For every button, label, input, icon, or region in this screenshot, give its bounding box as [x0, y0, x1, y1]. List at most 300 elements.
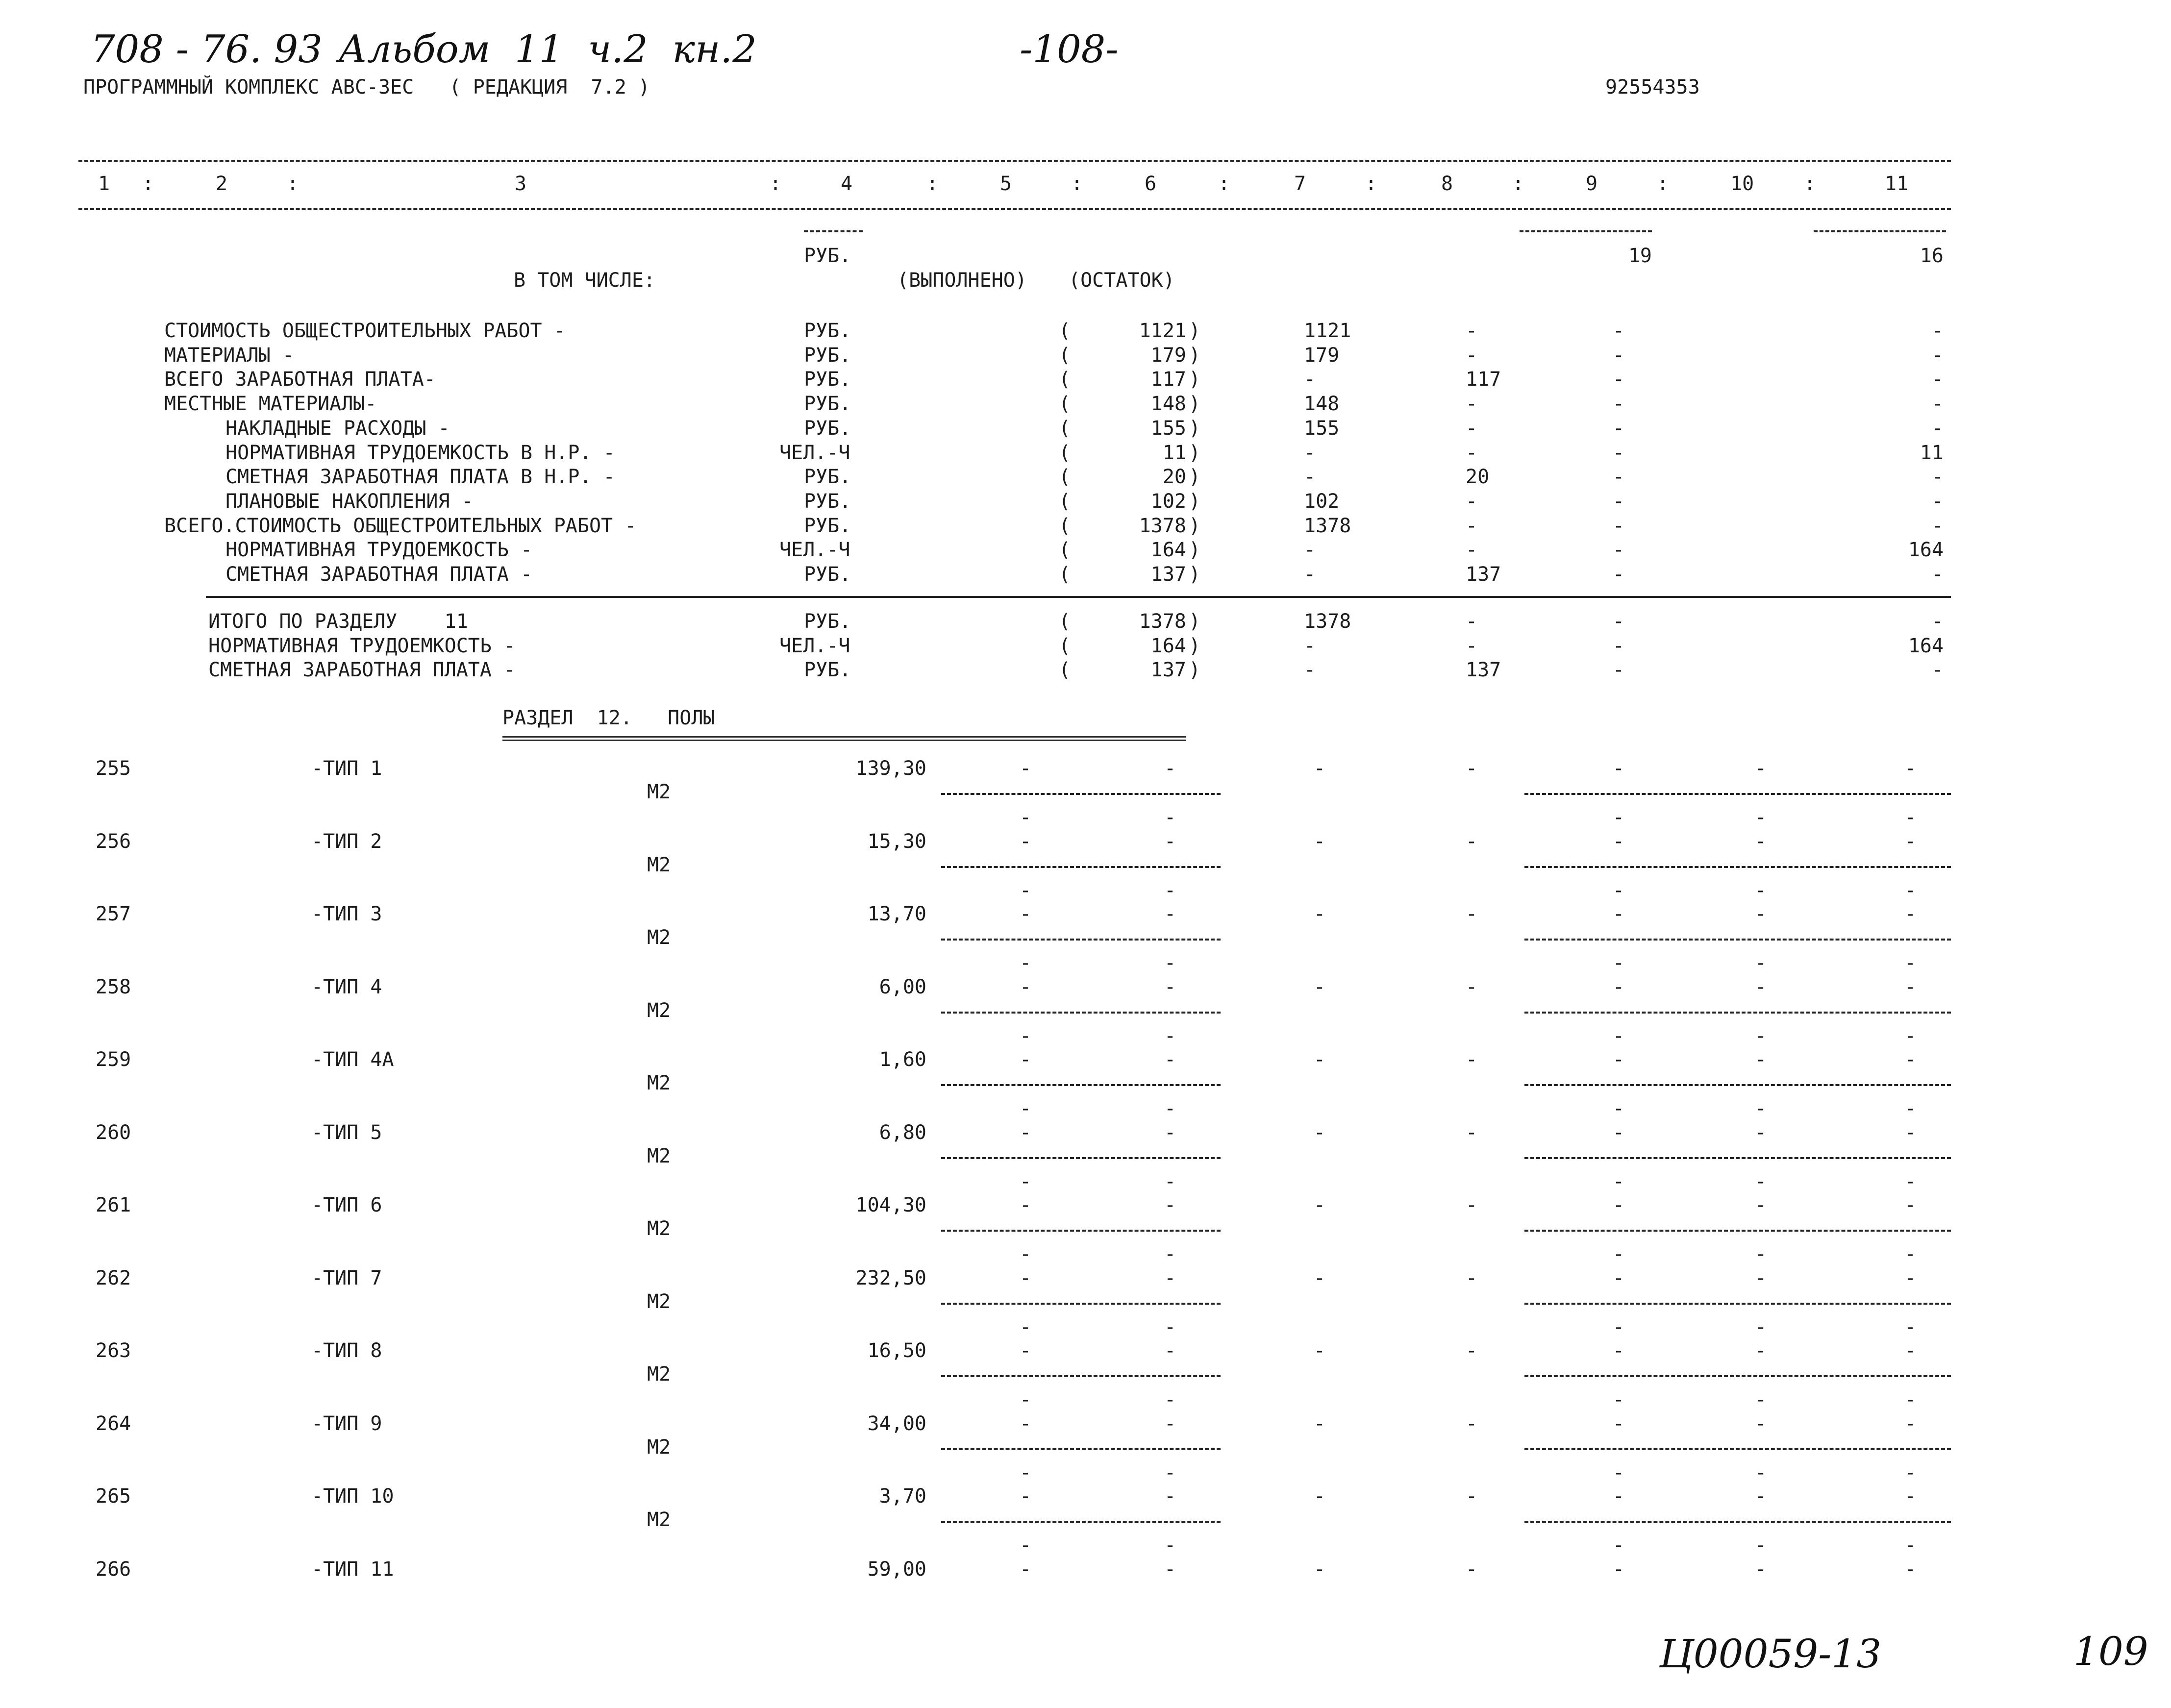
row-col6: 102 — [1150, 490, 1186, 513]
empty-value-dash: - — [1755, 952, 1767, 974]
rest-label: (ОСТАТОК) — [1069, 269, 1175, 292]
fraction-rule — [941, 1303, 1221, 1305]
item-quantity: 1,60 — [879, 1048, 926, 1071]
empty-value-dash: - — [1904, 1412, 1917, 1435]
empty-value-dash: - — [1020, 1170, 1032, 1193]
row-col6: 1378 — [1139, 514, 1186, 537]
item-name: -ТИП 1 — [311, 757, 382, 780]
item-unit: М2 — [647, 1144, 671, 1167]
empty-value-dash: - — [1755, 1266, 1767, 1289]
row-col7: - — [1304, 441, 1316, 464]
empty-value-dash: - — [1164, 952, 1176, 974]
row-label: НОРМАТИВНАЯ ТРУДОЕМКОСТЬ - — [208, 634, 516, 657]
empty-value-dash: - — [1613, 1412, 1625, 1435]
empty-value-dash: - — [1904, 1170, 1917, 1193]
close-paren: ) — [1189, 634, 1201, 657]
empty-value-dash: - — [1613, 903, 1625, 925]
row-unit: РУБ. — [804, 466, 851, 489]
column-number: 10 — [1730, 173, 1754, 195]
empty-value-dash: - — [1904, 1121, 1917, 1144]
column-number: 9 — [1586, 173, 1598, 195]
row-label: МЕСТНЫЕ МАТЕРИАЛЫ- — [164, 393, 377, 416]
column-separator: : — [1071, 173, 1083, 195]
item-quantity: 104,30 — [855, 1194, 926, 1216]
empty-value-dash: - — [1164, 1388, 1176, 1411]
empty-value-dash: - — [1164, 1558, 1176, 1581]
empty-value-dash: - — [1613, 952, 1625, 974]
close-paren: ) — [1189, 368, 1201, 391]
item-quantity: 13,70 — [867, 903, 926, 925]
empty-value-dash: - — [1755, 1388, 1767, 1411]
empty-value-dash: - — [1020, 952, 1032, 974]
handwritten-code: Ц00059-13 — [1659, 1631, 1882, 1677]
open-paren: ( — [1059, 417, 1071, 440]
row-col7: 1121 — [1304, 320, 1351, 342]
row-col8: - — [1466, 320, 1478, 342]
open-paren: ( — [1059, 441, 1071, 464]
empty-value-dash: - — [1164, 1339, 1176, 1362]
row-label: ВСЕГО ЗАРАБОТНАЯ ПЛАТА- — [164, 368, 436, 391]
row-unit: РУБ. — [804, 490, 851, 513]
close-paren: ) — [1189, 393, 1201, 416]
row-col8: - — [1466, 539, 1478, 562]
row-label: ВСЕГО.СТОИМОСТЬ ОБЩЕСТРОИТЕЛЬНЫХ РАБОТ - — [164, 514, 637, 537]
open-paren: ( — [1059, 490, 1071, 513]
row-col11: 164 — [1908, 634, 1944, 657]
handwritten-doc-number: 708 - 76. 93 — [91, 27, 323, 72]
empty-value-dash: - — [1613, 879, 1625, 902]
row-col9: - — [1613, 490, 1625, 513]
item-unit: М2 — [647, 781, 671, 803]
empty-value-dash: - — [1755, 1315, 1767, 1338]
empty-value-dash: - — [1755, 1024, 1767, 1047]
empty-value-dash: - — [1904, 1558, 1917, 1581]
empty-value-dash: - — [1466, 1121, 1478, 1144]
close-paren: ) — [1189, 514, 1201, 537]
row-col6: 148 — [1150, 393, 1186, 416]
row-col9: - — [1613, 563, 1625, 586]
row-unit: РУБ. — [804, 514, 851, 537]
item-number: 256 — [96, 830, 131, 853]
row-col6: 155 — [1150, 417, 1186, 440]
empty-value-dash: - — [1613, 1097, 1625, 1120]
column-separator: : — [770, 173, 782, 195]
row-label: НОРМАТИВНАЯ ТРУДОЕМКОСТЬ В Н.Р. - — [225, 441, 615, 464]
open-paren: ( — [1059, 659, 1071, 682]
column-separator: : — [1365, 173, 1377, 195]
row-col8: - — [1466, 514, 1478, 537]
close-paren: ) — [1189, 610, 1201, 633]
item-number: 259 — [96, 1048, 131, 1071]
column-separator: : — [1512, 173, 1524, 195]
including-label: В ТОМ ЧИСЛЕ: — [514, 269, 655, 292]
empty-value-dash: - — [1164, 1170, 1176, 1193]
handwritten-album: Альбом 11 ч.2 кн.2 — [338, 27, 757, 72]
item-name: -ТИП 10 — [311, 1485, 394, 1508]
row-col9: - — [1613, 344, 1625, 367]
row-col8: - — [1466, 393, 1478, 416]
row-col9: - — [1613, 539, 1625, 562]
item-name: -ТИП 9 — [311, 1412, 382, 1435]
empty-value-dash: - — [1164, 1243, 1176, 1265]
row-label: ПЛАНОВЫЕ НАКОПЛЕНИЯ - — [225, 490, 474, 513]
row-label: СТОИМОСТЬ ОБЩЕСТРОИТЕЛЬНЫХ РАБОТ - — [164, 320, 566, 342]
empty-value-dash: - — [1613, 1121, 1625, 1144]
empty-value-dash: - — [1904, 1243, 1917, 1265]
column-number: 5 — [1000, 173, 1012, 195]
empty-value-dash: - — [1904, 903, 1917, 925]
empty-value-dash: - — [1164, 1024, 1176, 1047]
row-col8: - — [1466, 441, 1478, 464]
empty-value-dash: - — [1904, 830, 1917, 853]
empty-value-dash: - — [1164, 975, 1176, 998]
empty-value-dash: - — [1613, 1461, 1625, 1484]
row-unit: РУБ. — [804, 368, 851, 391]
empty-value-dash: - — [1755, 1461, 1767, 1484]
empty-value-dash: - — [1904, 952, 1917, 974]
column-number: 3 — [515, 173, 527, 195]
open-paren: ( — [1059, 344, 1071, 367]
empty-value-dash: - — [1904, 1024, 1917, 1047]
summary-col11-value: 16 — [1920, 245, 1944, 267]
open-paren: ( — [1059, 539, 1071, 562]
column-separator: : — [142, 173, 154, 195]
column-number: 11 — [1885, 173, 1909, 195]
row-col7: - — [1304, 539, 1316, 562]
empty-value-dash: - — [1904, 1194, 1917, 1216]
empty-value-dash: - — [1904, 975, 1917, 998]
empty-value-dash: - — [1904, 757, 1917, 780]
item-quantity: 139,30 — [855, 757, 926, 780]
row-col11: - — [1931, 320, 1944, 342]
fraction-rule — [941, 1157, 1221, 1159]
fraction-rule — [941, 1084, 1221, 1086]
open-paren: ( — [1059, 634, 1071, 657]
row-col6: 1121 — [1139, 320, 1186, 342]
empty-value-dash: - — [1755, 1558, 1767, 1581]
row-unit: РУБ. — [804, 393, 851, 416]
empty-value-dash: - — [1466, 975, 1478, 998]
close-paren: ) — [1189, 441, 1201, 464]
item-quantity: 232,50 — [855, 1266, 926, 1289]
empty-value-dash: - — [1613, 1485, 1625, 1508]
item-quantity: 15,30 — [867, 830, 926, 853]
empty-value-dash: - — [1904, 1485, 1917, 1508]
row-col7: 179 — [1304, 344, 1340, 367]
fraction-rule — [941, 1521, 1221, 1523]
row-col7: 102 — [1304, 490, 1340, 513]
row-col9: - — [1613, 368, 1625, 391]
row-col7: - — [1304, 368, 1316, 391]
row-col11: - — [1931, 344, 1944, 367]
row-col6: 179 — [1150, 344, 1186, 367]
item-name: -ТИП 8 — [311, 1339, 382, 1362]
item-unit: М2 — [647, 1217, 671, 1240]
empty-value-dash: - — [1466, 1048, 1478, 1071]
open-paren: ( — [1059, 563, 1071, 586]
empty-value-dash: - — [1020, 879, 1032, 902]
empty-value-dash: - — [1164, 757, 1176, 780]
row-col9: - — [1613, 634, 1625, 657]
fraction-rule — [1524, 1012, 1951, 1014]
empty-value-dash: - — [1466, 1412, 1478, 1435]
item-number: 258 — [96, 975, 131, 998]
row-col11: - — [1931, 514, 1944, 537]
row-col6: 137 — [1150, 659, 1186, 682]
empty-value-dash: - — [1314, 1048, 1326, 1071]
row-col11: - — [1931, 417, 1944, 440]
close-paren: ) — [1189, 466, 1201, 489]
column-number: 2 — [216, 173, 228, 195]
item-name: -ТИП 7 — [311, 1266, 382, 1289]
empty-value-dash: - — [1314, 757, 1326, 780]
empty-value-dash: - — [1314, 1266, 1326, 1289]
empty-value-dash: - — [1613, 1315, 1625, 1338]
empty-value-dash: - — [1314, 830, 1326, 853]
empty-value-dash: - — [1755, 879, 1767, 902]
row-label: НАКЛАДНЫЕ РАСХОДЫ - — [225, 417, 450, 440]
fraction-rule — [1524, 1303, 1951, 1305]
row-col8: - — [1466, 634, 1478, 657]
row-label: МАТЕРИАЛЫ - — [164, 344, 294, 367]
empty-value-dash: - — [1755, 806, 1767, 829]
empty-value-dash: - — [1164, 1412, 1176, 1435]
empty-value-dash: - — [1020, 1461, 1032, 1484]
row-col9: - — [1613, 466, 1625, 489]
item-quantity: 6,00 — [879, 975, 926, 998]
open-paren: ( — [1059, 393, 1071, 416]
row-col9: - — [1613, 320, 1625, 342]
open-paren: ( — [1059, 466, 1071, 489]
row-unit: ЧЕЛ.-Ч — [779, 441, 850, 464]
empty-value-dash: - — [1613, 806, 1625, 829]
row-col7: - — [1304, 466, 1316, 489]
row-col9: - — [1613, 393, 1625, 416]
item-quantity: 34,00 — [867, 1412, 926, 1435]
row-col7: - — [1304, 634, 1316, 657]
item-number: 264 — [96, 1412, 131, 1435]
row-col11: 11 — [1920, 441, 1944, 464]
fraction-rule — [941, 1448, 1221, 1450]
fraction-rule — [1524, 1230, 1951, 1232]
fraction-rule — [941, 1012, 1221, 1014]
empty-value-dash: - — [1164, 1461, 1176, 1484]
empty-value-dash: - — [1164, 1485, 1176, 1508]
empty-value-dash: - — [1466, 1194, 1478, 1216]
empty-value-dash: - — [1613, 757, 1625, 780]
done-label: (ВЫПОЛНЕНО) — [897, 269, 1027, 292]
empty-value-dash: - — [1314, 1194, 1326, 1216]
fraction-rule — [941, 1230, 1221, 1232]
empty-value-dash: - — [1466, 757, 1478, 780]
summary-unit: РУБ. — [804, 245, 851, 267]
empty-value-dash: - — [1613, 830, 1625, 853]
fraction-rule — [941, 939, 1221, 941]
empty-value-dash: - — [1613, 1339, 1625, 1362]
empty-value-dash: - — [1755, 1412, 1767, 1435]
row-col7: - — [1304, 563, 1316, 586]
item-unit: М2 — [647, 1290, 671, 1313]
document-id: 92554353 — [1605, 76, 1700, 99]
empty-value-dash: - — [1020, 1194, 1032, 1216]
empty-value-dash: - — [1755, 1339, 1767, 1362]
empty-value-dash: - — [1904, 1339, 1917, 1362]
empty-value-dash: - — [1164, 1048, 1176, 1071]
empty-value-dash: - — [1613, 1024, 1625, 1047]
fraction-rule — [1524, 866, 1951, 868]
fraction-rule — [1524, 793, 1951, 795]
row-unit: РУБ. — [804, 320, 851, 342]
row-col9: - — [1613, 610, 1625, 633]
row-label: ИТОГО ПО РАЗДЕЛУ 11 — [208, 610, 468, 633]
empty-value-dash: - — [1755, 1048, 1767, 1071]
handwritten-page-number: -108- — [1020, 27, 1119, 72]
row-col8: - — [1466, 490, 1478, 513]
item-quantity: 16,50 — [867, 1339, 926, 1362]
item-number: 260 — [96, 1121, 131, 1144]
item-unit: М2 — [647, 1436, 671, 1459]
empty-value-dash: - — [1020, 1243, 1032, 1265]
row-col11: - — [1931, 610, 1944, 633]
empty-value-dash: - — [1314, 1339, 1326, 1362]
empty-value-dash: - — [1755, 1170, 1767, 1193]
row-col6: 1378 — [1139, 610, 1186, 633]
open-paren: ( — [1059, 368, 1071, 391]
item-quantity: 3,70 — [879, 1485, 926, 1508]
row-col6: 137 — [1150, 563, 1186, 586]
empty-value-dash: - — [1466, 1266, 1478, 1289]
item-number: 257 — [96, 903, 131, 925]
open-paren: ( — [1059, 610, 1071, 633]
empty-value-dash: - — [1613, 1388, 1625, 1411]
handwritten-sheet-number: 109 — [2073, 1629, 2148, 1674]
summary-col9-value: 19 — [1628, 245, 1652, 267]
empty-value-dash: - — [1314, 903, 1326, 925]
row-unit: РУБ. — [804, 563, 851, 586]
row-unit: ЧЕЛ.-Ч — [779, 539, 850, 562]
row-col11: - — [1931, 368, 1944, 391]
empty-value-dash: - — [1466, 903, 1478, 925]
fraction-rule — [1524, 1375, 1951, 1377]
item-unit: М2 — [647, 853, 671, 876]
row-col8: - — [1466, 417, 1478, 440]
row-col9: - — [1613, 417, 1625, 440]
row-label: СМЕТНАЯ ЗАРАБОТНАЯ ПЛАТА - — [225, 563, 533, 586]
row-col11: - — [1931, 563, 1944, 586]
column-separator: : — [1218, 173, 1230, 195]
row-col6: 164 — [1150, 634, 1186, 657]
empty-value-dash: - — [1755, 1485, 1767, 1508]
row-label: НОРМАТИВНАЯ ТРУДОЕМКОСТЬ - — [225, 539, 533, 562]
empty-value-dash: - — [1755, 830, 1767, 853]
empty-value-dash: - — [1755, 903, 1767, 925]
empty-value-dash: - — [1904, 1048, 1917, 1071]
column-separator: : — [1804, 173, 1816, 195]
item-unit: М2 — [647, 1072, 671, 1094]
fraction-rule — [1524, 939, 1951, 941]
row-col11: - — [1931, 393, 1944, 416]
column-number: 4 — [841, 173, 853, 195]
section-title: РАЗДЕЛ 12. ПОЛЫ — [502, 707, 715, 729]
empty-value-dash: - — [1164, 1121, 1176, 1144]
item-unit: М2 — [647, 1363, 671, 1386]
row-col7: 155 — [1304, 417, 1340, 440]
item-number: 265 — [96, 1485, 131, 1508]
column-separator: : — [1657, 173, 1669, 195]
item-number: 263 — [96, 1339, 131, 1362]
fraction-rule — [941, 1375, 1221, 1377]
empty-value-dash: - — [1904, 1461, 1917, 1484]
empty-value-dash: - — [1613, 1048, 1625, 1071]
row-unit: ЧЕЛ.-Ч — [779, 634, 850, 657]
empty-value-dash: - — [1466, 1558, 1478, 1581]
empty-value-dash: - — [1020, 1097, 1032, 1120]
empty-value-dash: - — [1904, 1097, 1917, 1120]
empty-value-dash: - — [1020, 1485, 1032, 1508]
empty-value-dash: - — [1466, 1339, 1478, 1362]
empty-value-dash: - — [1904, 806, 1917, 829]
row-col7: 148 — [1304, 393, 1340, 416]
empty-value-dash: - — [1613, 1170, 1625, 1193]
empty-value-dash: - — [1904, 879, 1917, 902]
item-unit: М2 — [647, 999, 671, 1022]
empty-value-dash: - — [1314, 1412, 1326, 1435]
open-paren: ( — [1059, 320, 1071, 342]
empty-value-dash: - — [1020, 1024, 1032, 1047]
item-name: -ТИП 11 — [311, 1558, 394, 1581]
fraction-rule — [1524, 1157, 1951, 1159]
empty-value-dash: - — [1164, 806, 1176, 829]
row-col8: 117 — [1466, 368, 1501, 391]
empty-value-dash: - — [1020, 1388, 1032, 1411]
empty-value-dash: - — [1020, 757, 1032, 780]
row-label: СМЕТНАЯ ЗАРАБОТНАЯ ПЛАТА В Н.Р. - — [225, 466, 615, 489]
empty-value-dash: - — [1314, 1558, 1326, 1581]
empty-value-dash: - — [1466, 830, 1478, 853]
empty-value-dash: - — [1314, 1485, 1326, 1508]
empty-value-dash: - — [1164, 1097, 1176, 1120]
fraction-rule — [1524, 1084, 1951, 1086]
open-paren: ( — [1059, 514, 1071, 537]
row-col7: 1378 — [1304, 610, 1351, 633]
empty-value-dash: - — [1755, 1194, 1767, 1216]
item-name: -ТИП 3 — [311, 903, 382, 925]
row-col11: - — [1931, 659, 1944, 682]
column-separator: : — [926, 173, 939, 195]
empty-value-dash: - — [1020, 1315, 1032, 1338]
close-paren: ) — [1189, 563, 1201, 586]
empty-value-dash: - — [1904, 1534, 1917, 1557]
empty-value-dash: - — [1904, 1388, 1917, 1411]
empty-value-dash: - — [1613, 975, 1625, 998]
row-unit: РУБ. — [804, 659, 851, 682]
empty-value-dash: - — [1020, 1412, 1032, 1435]
empty-value-dash: - — [1020, 1339, 1032, 1362]
row-col6: 164 — [1150, 539, 1186, 562]
close-paren: ) — [1189, 344, 1201, 367]
row-col11: 164 — [1908, 539, 1944, 562]
row-col9: - — [1613, 441, 1625, 464]
empty-value-dash: - — [1020, 1558, 1032, 1581]
close-paren: ) — [1189, 539, 1201, 562]
empty-value-dash: - — [1164, 1534, 1176, 1557]
empty-value-dash: - — [1314, 1121, 1326, 1144]
row-col9: - — [1613, 514, 1625, 537]
empty-value-dash: - — [1164, 903, 1176, 925]
item-number: 262 — [96, 1266, 131, 1289]
empty-value-dash: - — [1020, 903, 1032, 925]
empty-value-dash: - — [1164, 879, 1176, 902]
